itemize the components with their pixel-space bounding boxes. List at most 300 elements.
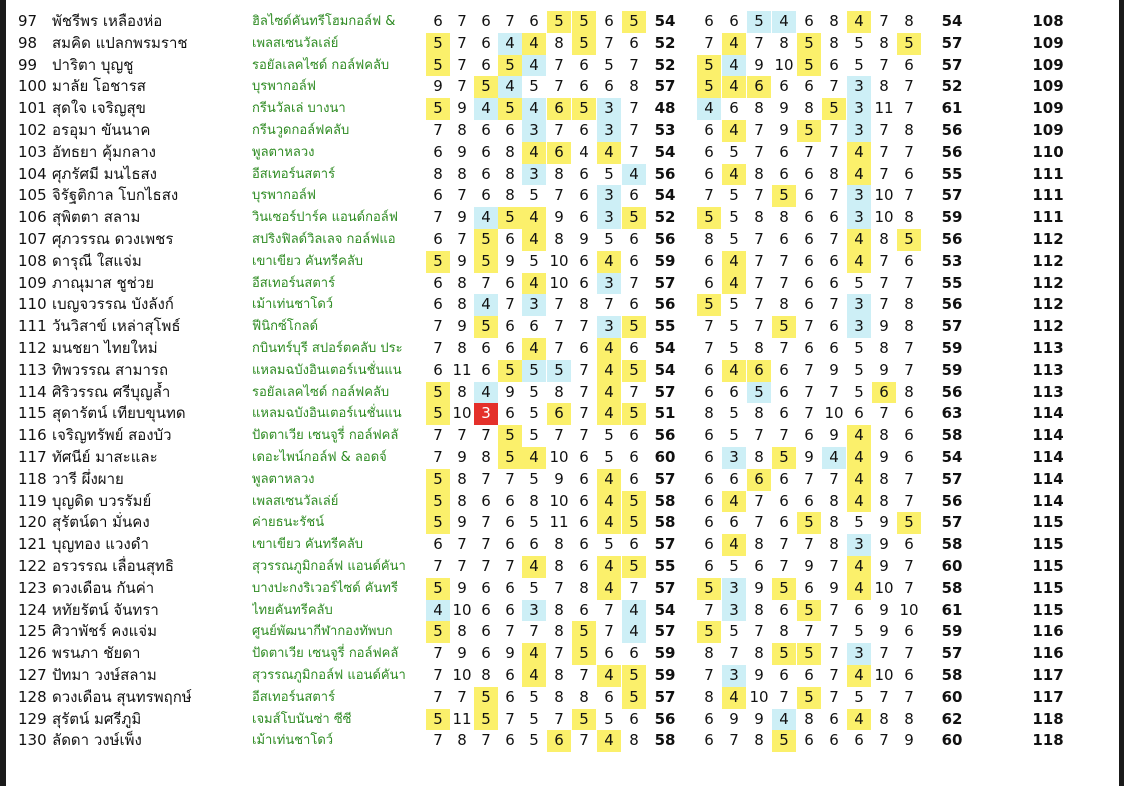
hole-score: 4 [847, 11, 871, 33]
hole-score: 5 [729, 426, 739, 445]
player-position: 125 [18, 622, 47, 641]
player-position: 109 [18, 273, 47, 292]
hole-score: 6 [904, 55, 914, 74]
hole-score: 5 [572, 11, 596, 33]
hole-score: 6 [433, 273, 443, 292]
hole-score: 5 [529, 709, 539, 728]
hole-score: 6 [779, 600, 789, 619]
hole-score: 7 [904, 644, 914, 663]
hole-score: 9 [457, 317, 467, 336]
gross-total: 118 [1032, 709, 1064, 728]
hole-score: 4 [847, 229, 871, 251]
hole-score: 4 [597, 142, 621, 164]
hole-score: 6 [481, 644, 491, 663]
hole-score: 8 [554, 33, 564, 52]
hole-score: 10 [549, 491, 569, 510]
hole-score: 5 [697, 578, 721, 600]
hole-score: 5 [426, 578, 450, 600]
hole-score: 5 [604, 164, 614, 183]
player-position: 103 [18, 142, 47, 161]
hole-score: 6 [804, 230, 814, 248]
hole-score: 7 [629, 273, 639, 292]
hole-score: 3 [722, 447, 746, 469]
hole-score: 10 [452, 404, 472, 423]
hole-score: 7 [457, 535, 467, 554]
gross-total: 109 [1032, 55, 1064, 74]
hole-score: 5 [854, 622, 864, 641]
front-nine-total: 52 [654, 208, 676, 227]
hole-score: 6 [904, 251, 914, 270]
gross-total: 115 [1032, 578, 1064, 597]
hole-score: 5 [529, 469, 539, 488]
hole-score: 8 [704, 687, 714, 706]
hole-score: 7 [457, 12, 467, 30]
hole-score: 6 [505, 731, 515, 750]
hole-score: 7 [804, 404, 814, 423]
hole-score: 7 [829, 644, 839, 663]
hole-score: 6 [704, 360, 714, 379]
hole-score: 7 [505, 622, 515, 641]
hole-score: 9 [457, 142, 467, 161]
hole-score: 4 [522, 229, 546, 251]
hole-score: 9 [457, 448, 467, 466]
hole-score: 7 [481, 469, 491, 488]
hole-score: 5 [529, 578, 539, 597]
hole-score: 9 [457, 513, 467, 532]
hole-score: 8 [457, 164, 467, 183]
front-nine-total: 57 [654, 469, 676, 488]
hole-score: 5 [854, 273, 864, 292]
player-club: บางปะกงริเวอร์ไซด์ คันทรี [252, 580, 398, 596]
hole-score: 7 [829, 469, 839, 488]
hole-score: 5 [474, 316, 498, 338]
hole-score: 3 [722, 600, 746, 622]
hole-score: 7 [754, 491, 764, 510]
hole-score: 4 [597, 338, 621, 360]
gross-total: 109 [1032, 33, 1064, 52]
hole-score: 4 [597, 512, 621, 534]
hole-score: 8 [554, 164, 564, 183]
hole-score: 9 [829, 360, 839, 379]
hole-score: 8 [554, 666, 564, 684]
hole-score: 6 [481, 55, 491, 74]
hole-score: 7 [554, 339, 564, 357]
hole-score: 5 [729, 317, 739, 336]
hole-score: 6 [704, 382, 714, 401]
hole-score: 6 [704, 557, 714, 575]
hole-score: 7 [904, 578, 914, 597]
hole-score: 6 [704, 12, 714, 30]
hole-score: 7 [554, 295, 564, 314]
front-nine-total: 54 [654, 600, 676, 619]
hole-score: 8 [457, 491, 467, 510]
hole-score: 5 [547, 11, 571, 33]
front-nine-total: 56 [654, 164, 676, 183]
player-name: เบญจวรรณ บังลังก์ [52, 295, 174, 314]
hole-score: 8 [829, 33, 839, 52]
gross-total: 112 [1032, 273, 1064, 292]
front-nine-total: 57 [654, 687, 676, 706]
hole-score: 7 [754, 622, 764, 641]
hole-score: 4 [847, 578, 871, 600]
hole-score: 9 [804, 557, 814, 575]
hole-score: 5 [729, 339, 739, 357]
hole-score: 6 [629, 33, 639, 52]
hole-score: 4 [847, 665, 871, 687]
player-name: พัชรีพร เหลืองห่อ [52, 12, 163, 30]
front-nine-total: 54 [654, 360, 676, 379]
hole-score: 4 [722, 687, 746, 709]
hole-score: 3 [597, 185, 621, 207]
table-row [6, 33, 1119, 55]
hole-score: 6 [854, 404, 864, 423]
player-position: 128 [18, 687, 47, 706]
hole-score: 7 [904, 273, 914, 292]
hole-score: 7 [879, 12, 889, 30]
hole-score: 5 [747, 382, 771, 404]
hole-score: 5 [474, 229, 498, 251]
hole-score: 4 [847, 425, 871, 447]
hole-score: 4 [697, 98, 721, 120]
player-club: เม้าเท่นชาโดว์ [252, 297, 334, 313]
hole-score: 5 [474, 709, 498, 731]
hole-score: 4 [522, 207, 546, 229]
table-row [6, 55, 1119, 77]
hole-score: 4 [622, 164, 646, 186]
hole-score: 5 [572, 643, 596, 665]
hole-score: 5 [529, 404, 539, 423]
table-row [6, 229, 1119, 251]
player-position: 123 [18, 578, 47, 597]
back-nine-total: 59 [941, 360, 963, 379]
hole-score: 7 [829, 666, 839, 684]
hole-score: 4 [772, 11, 796, 33]
hole-score: 6 [505, 687, 515, 706]
hole-score: 5 [897, 229, 921, 251]
hole-score: 7 [433, 666, 443, 684]
hole-score: 6 [505, 230, 515, 248]
table-row [6, 360, 1119, 382]
hole-score: 7 [779, 273, 789, 292]
hole-score: 9 [433, 77, 443, 96]
player-name: บุญดิด บวรรัมย์ [52, 491, 152, 510]
hole-score: 9 [457, 644, 467, 663]
hole-score: 4 [622, 621, 646, 643]
hole-score: 8 [579, 578, 589, 597]
player-name: สุรัตน์ดา มั่นคง [52, 513, 150, 532]
hole-score: 6 [579, 273, 589, 292]
hole-score: 6 [547, 403, 571, 425]
back-nine-total: 54 [941, 12, 963, 30]
hole-score: 7 [629, 382, 639, 401]
table-row [6, 185, 1119, 207]
hole-score: 5 [498, 360, 522, 382]
hole-score: 7 [457, 186, 467, 205]
front-nine-total: 57 [654, 578, 676, 597]
gross-total: 114 [1032, 426, 1064, 445]
hole-score: 7 [754, 273, 764, 292]
hole-score: 7 [481, 731, 491, 750]
hole-score: 5 [572, 33, 596, 55]
hole-score: 5 [426, 251, 450, 273]
player-position: 105 [18, 186, 47, 205]
player-position: 118 [18, 469, 47, 488]
hole-score: 7 [457, 55, 467, 74]
front-nine-total: 60 [654, 448, 676, 466]
hole-score: 5 [604, 448, 614, 466]
player-club: กรีนวูดกอล์ฟคลับ [252, 123, 350, 138]
hole-score: 5 [498, 425, 522, 447]
hole-score: 6 [804, 491, 814, 510]
hole-score: 6 [804, 339, 814, 357]
hole-score: 6 [505, 339, 515, 357]
front-nine-total: 54 [654, 12, 676, 30]
hole-score: 6 [804, 578, 814, 597]
hole-score: 7 [829, 121, 839, 139]
hole-score: 5 [854, 382, 864, 401]
hole-score: 6 [779, 142, 789, 161]
hole-score: 6 [604, 644, 614, 663]
back-nine-total: 59 [941, 208, 963, 227]
hole-score: 7 [579, 426, 589, 445]
hole-score: 4 [822, 447, 846, 469]
hole-score: 7 [829, 186, 839, 205]
player-name: ทัศนีย์ มาสะและ [52, 448, 158, 466]
back-nine-total: 58 [941, 666, 963, 684]
hole-score: 6 [433, 230, 443, 248]
hole-score: 10 [549, 448, 569, 466]
hole-score: 6 [579, 164, 589, 183]
hole-score: 5 [854, 360, 864, 379]
back-nine-total: 60 [941, 557, 963, 575]
table-row [6, 665, 1119, 687]
hole-score: 7 [829, 142, 839, 161]
hole-score: 8 [879, 77, 889, 96]
hole-score: 7 [879, 295, 889, 314]
player-club: สปริงฟิลด์วิลเลจ กอล์ฟแอ [252, 232, 396, 247]
hole-score: 7 [829, 557, 839, 575]
hole-score: 7 [457, 557, 467, 575]
hole-score: 11 [452, 709, 472, 728]
hole-score: 3 [847, 643, 871, 665]
hole-score: 7 [505, 469, 515, 488]
hole-score: 6 [629, 295, 639, 314]
hole-score: 5 [854, 687, 864, 706]
hole-score: 5 [622, 491, 646, 513]
hole-score: 3 [522, 120, 546, 142]
hole-score: 5 [529, 251, 539, 270]
hole-score: 7 [804, 382, 814, 401]
hole-score: 6 [804, 731, 814, 750]
back-nine-total: 61 [941, 99, 963, 118]
hole-score: 7 [481, 513, 491, 532]
table-row [6, 534, 1119, 556]
hole-score: 6 [704, 273, 714, 292]
hole-score: 7 [804, 469, 814, 488]
hole-score: 7 [457, 77, 467, 96]
hole-score: 7 [505, 12, 515, 30]
hole-score: 6 [481, 491, 491, 510]
front-nine-total: 59 [654, 644, 676, 663]
player-club: อีสเทอร์นสตาร์ [252, 275, 336, 291]
player-name: ทิพวรรณ สามารถ [52, 360, 169, 379]
hole-score: 6 [481, 186, 491, 205]
player-club: ฟีนิกซ์โกลด์ [252, 319, 319, 335]
hole-score: 8 [829, 12, 839, 30]
table-row [6, 447, 1119, 469]
front-nine-total: 53 [654, 121, 676, 139]
hole-score: 4 [722, 360, 746, 382]
table-row [6, 469, 1119, 491]
hole-score: 3 [522, 294, 546, 316]
hole-score: 7 [879, 55, 889, 74]
hole-score: 6 [629, 448, 639, 466]
hole-score: 5 [426, 491, 450, 513]
hole-score: 6 [629, 251, 639, 270]
hole-score: 8 [904, 709, 914, 728]
hole-score: 4 [847, 142, 871, 164]
gross-total: 113 [1032, 382, 1064, 401]
gross-total: 109 [1032, 77, 1064, 96]
hole-score: 8 [554, 622, 564, 641]
hole-score: 7 [754, 186, 764, 205]
hole-score: 8 [554, 557, 564, 575]
player-position: 122 [18, 557, 47, 575]
hole-score: 5 [529, 731, 539, 750]
player-position: 97 [18, 12, 38, 30]
hole-score: 7 [754, 251, 764, 270]
back-nine-total: 58 [941, 535, 963, 554]
hole-score: 6 [629, 469, 639, 488]
player-name: วารี ผึ่งผาย [52, 469, 124, 488]
hole-score: 8 [505, 142, 515, 161]
hole-score: 8 [804, 99, 814, 118]
hole-score: 9 [505, 644, 515, 663]
hole-score: 4 [498, 76, 522, 98]
player-club: ปัดตาเวีย เซนจูรี่ กอล์ฟคลั [252, 646, 399, 662]
hole-score: 3 [722, 578, 746, 600]
hole-score: 6 [579, 121, 589, 139]
hole-score: 8 [433, 164, 443, 183]
hole-score: 7 [554, 644, 564, 663]
hole-score: 4 [522, 98, 546, 120]
hole-score: 7 [481, 557, 491, 575]
hole-score: 7 [754, 317, 764, 336]
hole-score: 7 [879, 273, 889, 292]
hole-score: 3 [847, 98, 871, 120]
hole-score: 9 [554, 469, 564, 488]
player-name: ปัทมา วงษ์สลาม [52, 666, 157, 684]
front-nine-total: 55 [654, 557, 676, 575]
hole-score: 5 [604, 535, 614, 554]
hole-score: 8 [554, 600, 564, 619]
gross-total: 109 [1032, 99, 1064, 118]
table-row [6, 643, 1119, 665]
hole-score: 7 [481, 426, 491, 445]
hole-score: 8 [481, 448, 491, 466]
hole-score: 6 [505, 491, 515, 510]
back-nine-total: 59 [941, 622, 963, 641]
hole-score: 7 [904, 77, 914, 96]
hole-score: 4 [597, 251, 621, 273]
hole-score: 6 [779, 404, 789, 423]
player-club: ไทยคันทรีคลับ [252, 602, 333, 618]
hole-score: 6 [579, 208, 589, 227]
player-name: ศิวาพัชร์ คงแจ่ม [52, 622, 157, 641]
hole-score: 10 [749, 687, 769, 706]
hole-score: 5 [697, 76, 721, 98]
hole-score: 4 [722, 273, 746, 295]
hole-score: 6 [629, 426, 639, 445]
hole-score: 7 [505, 295, 515, 314]
player-club: แหลมฉบังอินเตอร์เนชั่นแน [252, 362, 402, 378]
back-nine-total: 57 [941, 55, 963, 74]
hole-score: 7 [879, 142, 889, 161]
hole-score: 4 [597, 665, 621, 687]
hole-score: 3 [847, 294, 871, 316]
hole-score: 7 [433, 731, 443, 750]
back-nine-total: 60 [941, 731, 963, 750]
hole-score: 4 [847, 469, 871, 491]
hole-score: 7 [604, 33, 614, 52]
player-position: 104 [18, 164, 47, 183]
hole-score: 5 [797, 643, 821, 665]
hole-score: 6 [505, 578, 515, 597]
player-club: เขาเขียว คันทรีคลับ [252, 537, 364, 553]
hole-score: 6 [604, 12, 614, 30]
hole-score: 5 [622, 687, 646, 709]
hole-score: 7 [579, 317, 589, 336]
hole-score: 5 [854, 339, 864, 357]
hole-score: 5 [426, 469, 450, 491]
gross-total: 111 [1032, 164, 1064, 183]
hole-score: 5 [729, 295, 739, 314]
player-name: ดวงเดือน สุนทรพฤกษ์ [52, 687, 192, 706]
back-nine-total: 57 [941, 33, 963, 52]
player-position: 99 [18, 55, 38, 74]
player-position: 101 [18, 99, 47, 118]
hole-score: 7 [629, 142, 639, 161]
hole-score: 6 [704, 426, 714, 445]
hole-score: 7 [729, 731, 739, 750]
hole-score: 6 [779, 382, 789, 401]
hole-score: 10 [874, 578, 894, 597]
hole-score: 5 [772, 643, 796, 665]
hole-score: 6 [704, 709, 714, 728]
hole-score: 7 [554, 77, 564, 96]
hole-score: 6 [579, 339, 589, 357]
hole-score: 5 [529, 687, 539, 706]
front-nine-total: 56 [654, 295, 676, 314]
hole-score: 8 [505, 186, 515, 205]
hole-score: 7 [879, 404, 889, 423]
hole-score: 4 [522, 33, 546, 55]
front-nine-total: 58 [654, 513, 676, 532]
hole-score: 6 [829, 709, 839, 728]
hole-score: 10 [899, 600, 919, 619]
hole-score: 6 [481, 164, 491, 183]
hole-score: 8 [904, 317, 914, 336]
hole-score: 6 [904, 666, 914, 684]
hole-score: 7 [754, 426, 764, 445]
hole-score: 6 [579, 469, 589, 488]
hole-score: 5 [772, 316, 796, 338]
hole-score: 8 [704, 230, 714, 248]
table-row [6, 164, 1119, 186]
hole-score: 8 [554, 535, 564, 554]
gross-total: 112 [1032, 251, 1064, 270]
hole-score: 9 [554, 208, 564, 227]
